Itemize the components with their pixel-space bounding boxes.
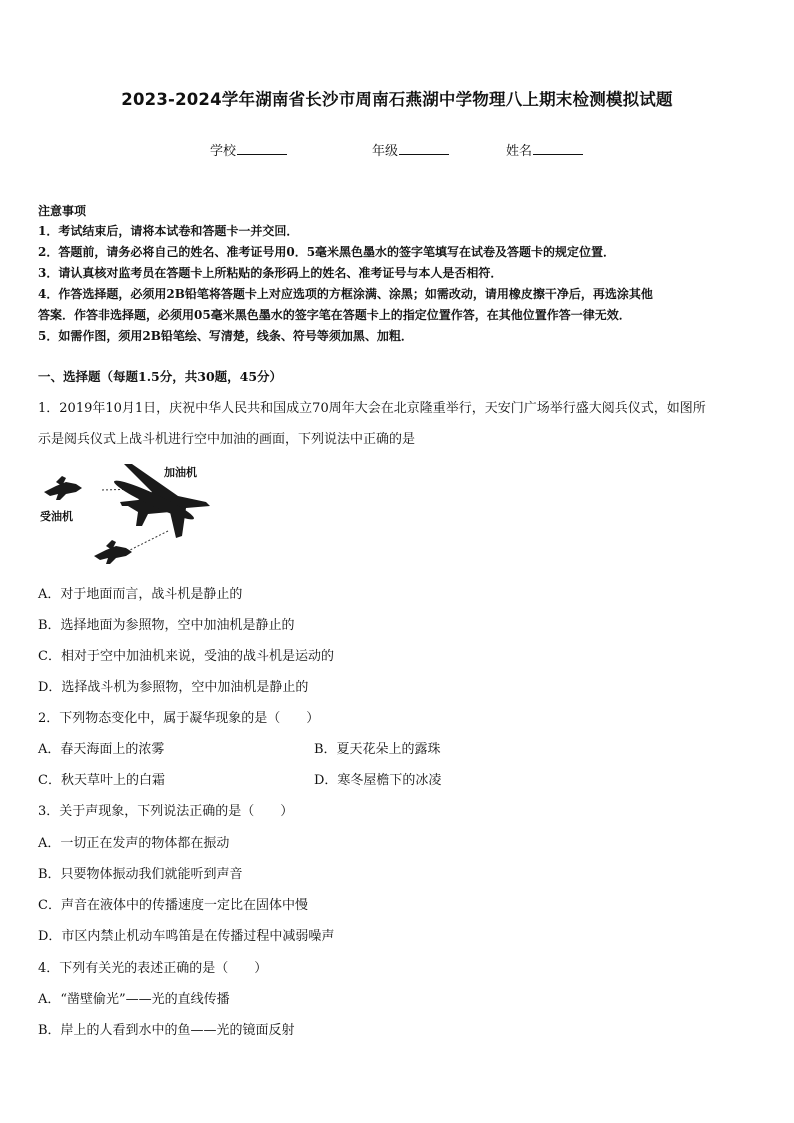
q2-option-c: C．秋天草叶上的白霜 <box>38 773 165 788</box>
grade-label: 年级 <box>372 144 399 159</box>
q1-option-a: A．对于地面而言，战斗机是静止的 <box>38 587 243 602</box>
q1-option-b: B．选择地面为参照物，空中加油机是静止的 <box>38 618 295 633</box>
grade-field <box>372 140 449 159</box>
notice-block <box>38 202 760 347</box>
school-label: 学校 <box>210 144 237 159</box>
q4-option-b: B．岸上的人看到水中的鱼——光的镜面反射 <box>38 1023 295 1038</box>
question-1-line-2: 示是阅兵仪式上战斗机进行空中加油的画面，下列说法中正确的是 <box>38 432 416 447</box>
q2-option-d: D．寒冬屋檐下的冰凌 <box>314 773 442 788</box>
q3-option-d: D．市区内禁止机动车鸣笛是在传播过程中减弱噪声 <box>38 929 335 944</box>
q4-option-a: A．“凿壁偷光”——光的直线传播 <box>38 992 230 1007</box>
q2-option-a: A．春天海面上的浓雾 <box>38 742 165 757</box>
q1-option-c: C．相对于空中加油机来说，受油的战斗机是运动的 <box>38 649 334 664</box>
notice-item: 2．答题前，请务必将自己的姓名、准考证号用0．5毫米黑色墨水的签字笔填写在试卷及答题卡的规定位置． <box>38 245 616 259</box>
question-1-line-1: 1．2019年10月1日，庆祝中华人民共和国成立70周年大会在北京隆重举行，天安门广场举行盛大阅兵仪式，如图所 <box>38 401 706 416</box>
question-1-stem <box>38 393 760 455</box>
notice-item: 1．考试结束后，请将本试卷和答题卡一并交回． <box>38 224 299 238</box>
school-field <box>210 140 287 159</box>
question-4-stem: 4．下列有关光的表述正确的是（ ） <box>38 961 268 976</box>
notice-item: 3．请认真核对监考员在答题卡上所粘贴的条形码上的姓名、准考证号与本人是否相符． <box>38 266 503 280</box>
tanker-label: 加油机 <box>164 466 197 479</box>
question-3-stem: 3．关于声现象，下列说法正确的是（ ） <box>38 804 294 819</box>
page-title: 2023-2024学年湖南省长沙市周南石燕湖中学物理八上期末检测模拟试题 <box>121 90 673 109</box>
q3-option-a: A．一切正在发声的物体都在振动 <box>38 836 230 851</box>
fighter-plane-icon <box>94 540 132 564</box>
fighter-plane-icon <box>44 476 82 500</box>
school-blank <box>237 142 287 155</box>
notice-item: 5．如需作图，须用2B铅笔绘、写清楚，线条、符号等须加黑、加粗． <box>38 329 413 343</box>
name-field <box>506 140 583 159</box>
notice-item: 答案．作答非选择题，必须用05毫米黑色墨水的签字笔在答题卡上的指定位置作答，在其他位置作答一律无效． <box>38 308 631 322</box>
name-blank <box>533 142 583 155</box>
refueling-figure <box>36 456 226 576</box>
q3-option-c: C．声音在液体中的传播速度一定比在固体中慢 <box>38 898 308 913</box>
q1-option-d: D．选择战斗机为参照物，空中加油机是静止的 <box>38 680 309 695</box>
notice-title: 注意事项 <box>38 204 87 218</box>
question-2-stem: 2．下列物态变化中，属于凝华现象的是（ ） <box>38 711 320 726</box>
grade-blank <box>399 142 449 155</box>
q3-option-b: B．只要物体振动我们就能听到声音 <box>38 867 243 882</box>
receiver-label: 受油机 <box>40 510 73 523</box>
notice-item: 4．作答选择题，必须用2B铅笔将答题卡上对应选项的方框涂满、涂黑；如需改动，请用橡皮擦干净后，再选涂其他 <box>38 287 653 301</box>
name-label: 姓名 <box>506 144 533 159</box>
section-heading: 一、选择题（每题1.5分，共30题，45分） <box>38 369 283 384</box>
q2-option-b: B．夏天花朵上的露珠 <box>314 742 441 757</box>
